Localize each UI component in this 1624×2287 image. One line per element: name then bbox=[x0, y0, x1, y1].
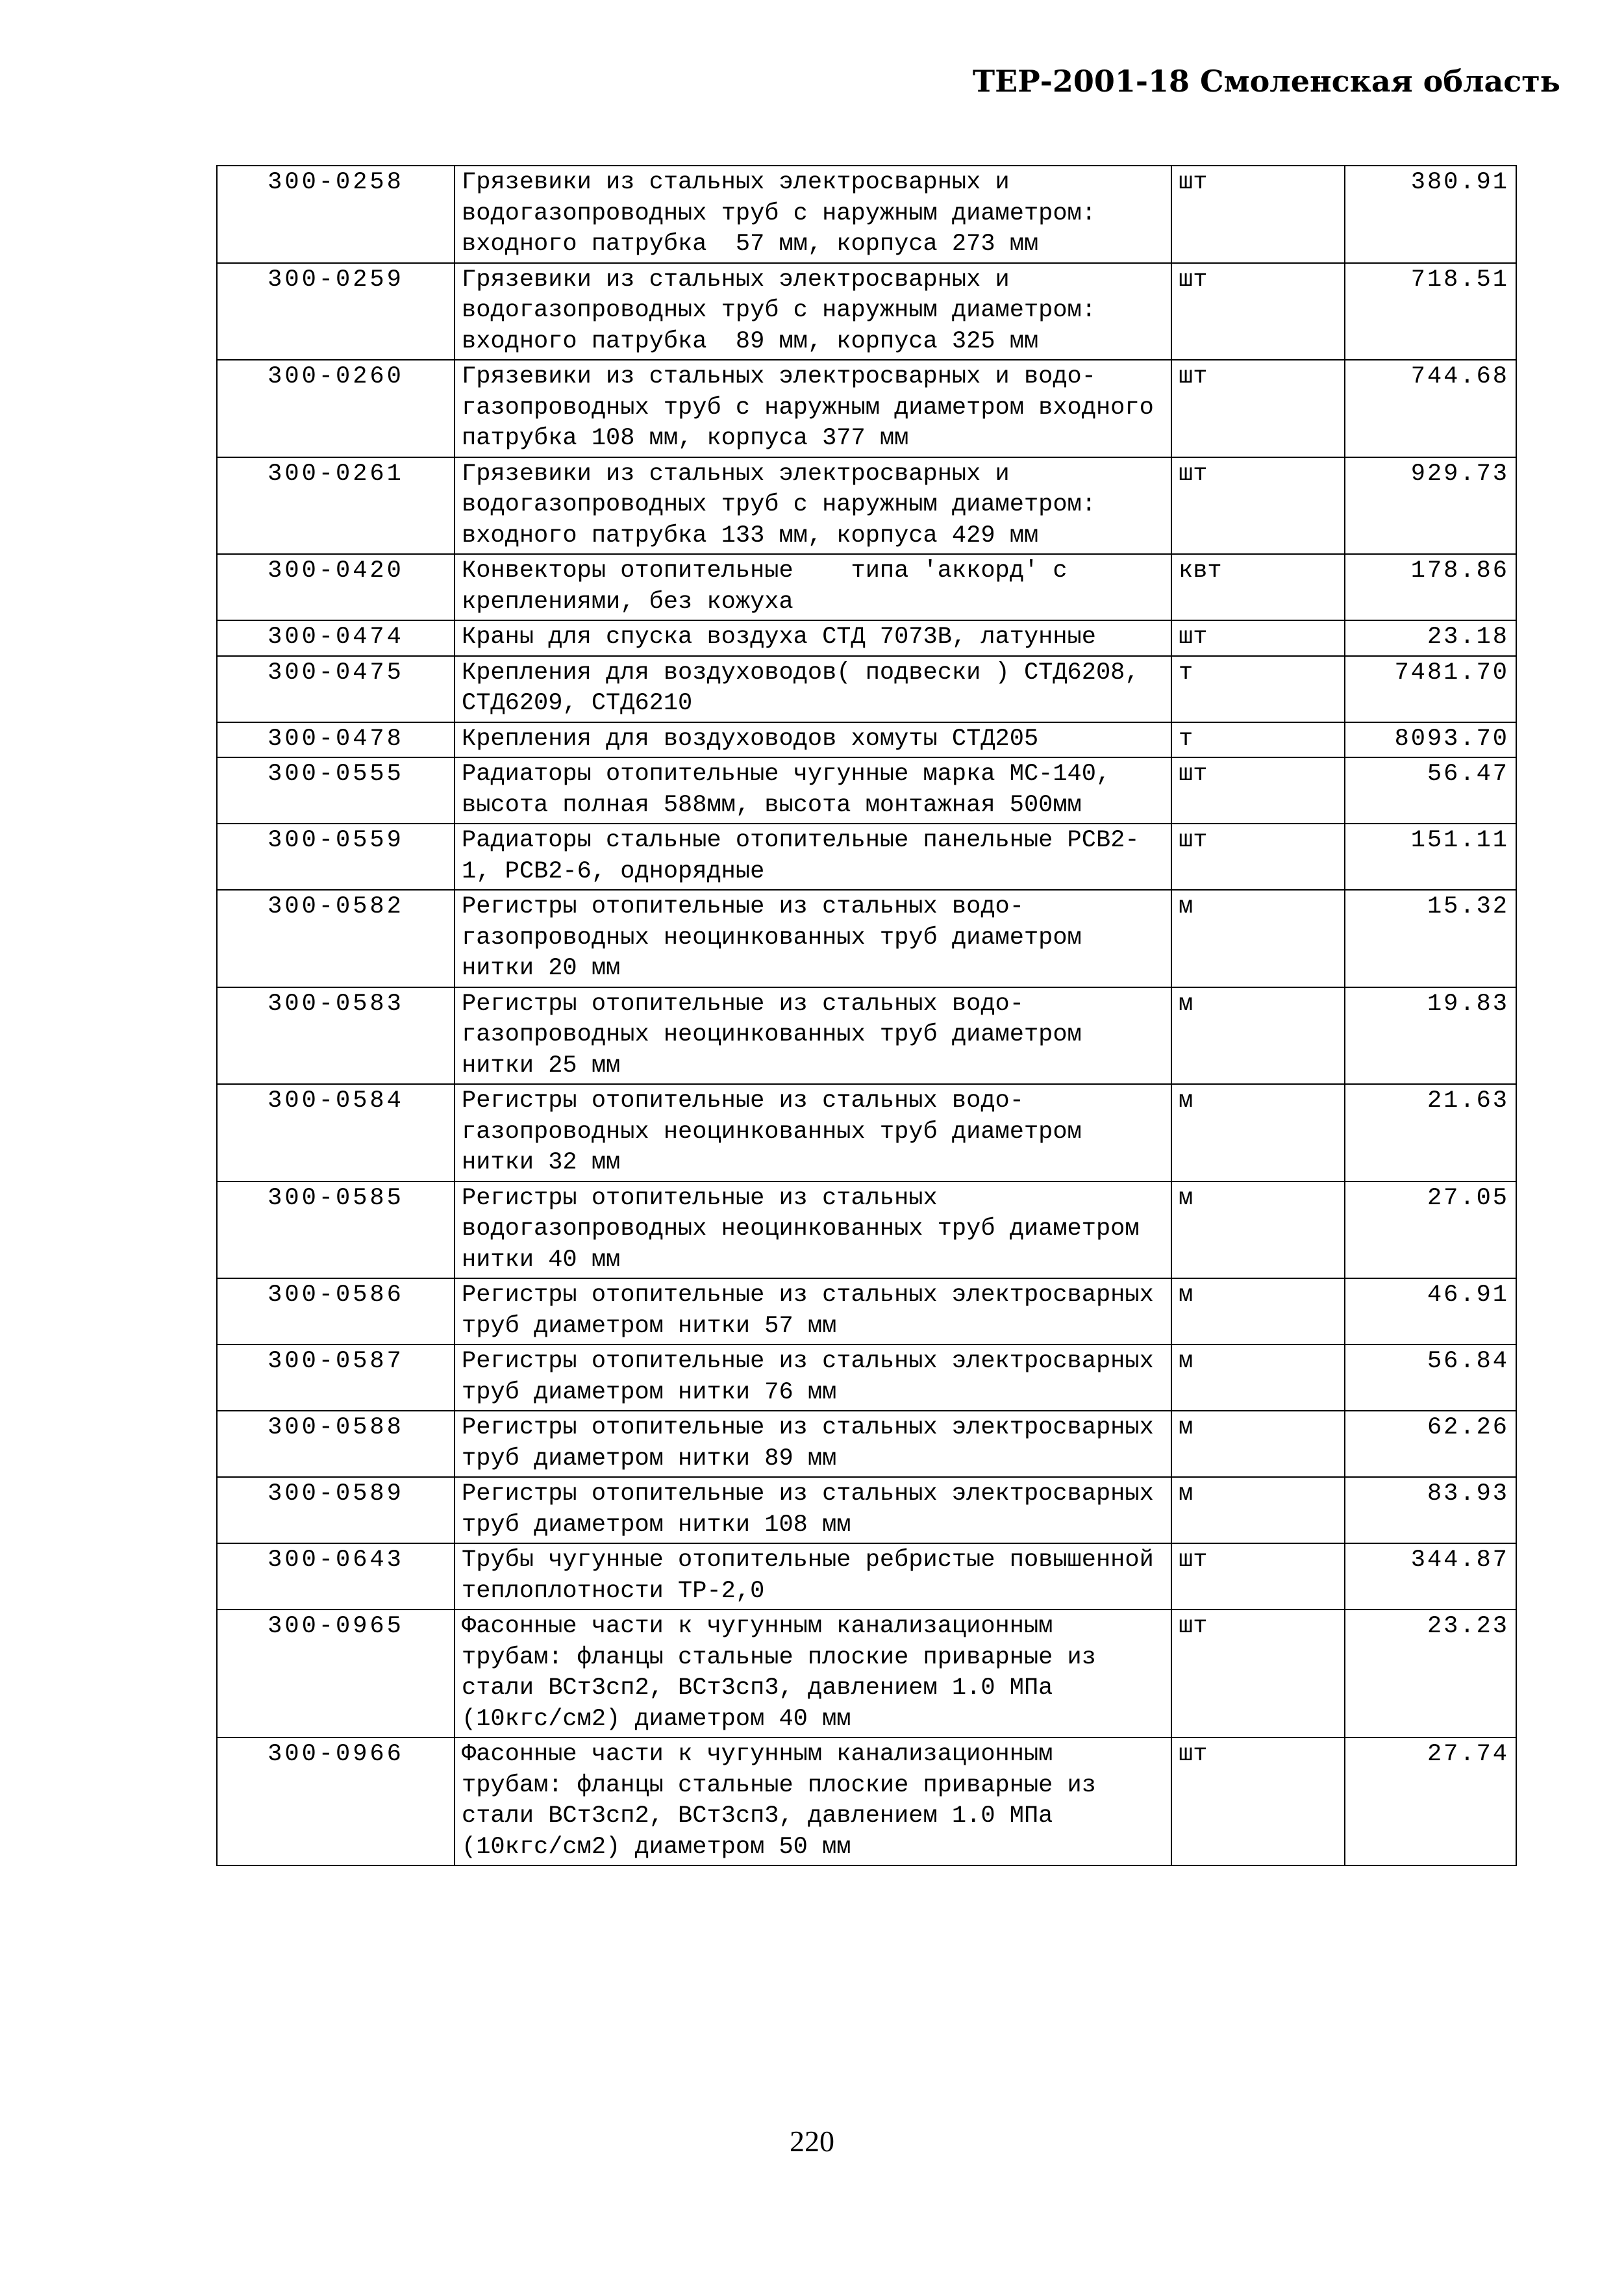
row-name: Грязевики из стальных электросварных и водо-газопроводных труб с наружным диаметром входного патрубка 108 мм, корпуса 377 мм bbox=[455, 360, 1171, 457]
row-price: 56.84 bbox=[1345, 1345, 1516, 1411]
table-row bbox=[217, 1278, 1516, 1345]
row-price: 8093.70 bbox=[1345, 722, 1516, 758]
row-name: Регистры отопительные из стальных водогазопроводных неоцинкованных труб диаметром нитки 40 мм bbox=[455, 1181, 1171, 1279]
table-row bbox=[217, 757, 1516, 824]
row-name: Фасонные части к чугунным канализационным трубам: фланцы стальные плоские приварные из стали ВСт3сп2, ВСт3сп3, давлением 1.0 МПа (10кгс/см2) диаметром 40 мм bbox=[455, 1610, 1171, 1737]
row-name: Грязевики из стальных электросварных и водогазопроводных труб с наружным диаметром: входного патрубка 57 мм, корпуса 273 мм bbox=[455, 166, 1171, 263]
row-name: Регистры отопительные из стальных электросварных труб диаметром нитки 76 мм bbox=[455, 1345, 1171, 1411]
row-name: Конвекторы отопительные типа 'аккорд' с креплениями, без кожуха bbox=[455, 554, 1171, 620]
table-row bbox=[217, 360, 1516, 457]
row-price: 718.51 bbox=[1345, 263, 1516, 360]
row-name: Фасонные части к чугунным канализационным трубам: фланцы стальные плоские приварные из стали ВСт3сп2, ВСт3сп3, давлением 1.0 МПа (10кгс/см2) диаметром 50 мм bbox=[455, 1737, 1171, 1865]
row-code: 300-0583 bbox=[217, 987, 455, 1085]
table-row bbox=[217, 263, 1516, 360]
row-code: 300-0966 bbox=[217, 1737, 455, 1865]
row-unit: м bbox=[1171, 1278, 1345, 1345]
row-code: 300-0585 bbox=[217, 1181, 455, 1279]
row-code: 300-0475 bbox=[217, 656, 455, 722]
row-price: 27.05 bbox=[1345, 1181, 1516, 1279]
row-price: 46.91 bbox=[1345, 1278, 1516, 1345]
row-unit: шт bbox=[1171, 1543, 1345, 1610]
row-name: Грязевики из стальных электросварных и водогазопроводных труб с наружным диаметром: входного патрубка 89 мм, корпуса 325 мм bbox=[455, 263, 1171, 360]
table-row bbox=[217, 1345, 1516, 1411]
row-name: Трубы чугунные отопительные ребристые повышенной теплоплотности ТР-2,0 bbox=[455, 1543, 1171, 1610]
row-unit: м bbox=[1171, 1345, 1345, 1411]
row-price: 929.73 bbox=[1345, 457, 1516, 555]
row-price: 344.87 bbox=[1345, 1543, 1516, 1610]
table-row bbox=[217, 166, 1516, 263]
row-name: Грязевики из стальных электросварных и водогазопроводных труб с наружным диаметром: входного патрубка 133 мм, корпуса 429 мм bbox=[455, 457, 1171, 555]
row-unit: м bbox=[1171, 1477, 1345, 1543]
table-row bbox=[217, 620, 1516, 656]
row-code: 300-0261 bbox=[217, 457, 455, 555]
row-name: Регистры отопительные из стальных водо-газопроводных неоцинкованных труб диаметром нитки 20 мм bbox=[455, 890, 1171, 987]
row-code: 300-0584 bbox=[217, 1084, 455, 1181]
table-row bbox=[217, 554, 1516, 620]
row-code: 300-0589 bbox=[217, 1477, 455, 1543]
page-number: 220 bbox=[790, 2125, 834, 2158]
row-price: 178.86 bbox=[1345, 554, 1516, 620]
row-name: Радиаторы стальные отопительные панельные РСВ2-1, РСВ2-6, однорядные bbox=[455, 824, 1171, 890]
row-unit: шт bbox=[1171, 1610, 1345, 1737]
row-price: 21.63 bbox=[1345, 1084, 1516, 1181]
row-unit: шт bbox=[1171, 1737, 1345, 1865]
row-unit: м bbox=[1171, 1411, 1345, 1477]
row-price: 62.26 bbox=[1345, 1411, 1516, 1477]
row-unit: шт bbox=[1171, 166, 1345, 263]
table-row bbox=[217, 890, 1516, 987]
table-row bbox=[217, 1737, 1516, 1865]
row-unit: м bbox=[1171, 1181, 1345, 1279]
row-name: Регистры отопительные из стальных электросварных труб диаметром нитки 57 мм bbox=[455, 1278, 1171, 1345]
row-price: 27.74 bbox=[1345, 1737, 1516, 1865]
row-code: 300-0474 bbox=[217, 620, 455, 656]
row-code: 300-0260 bbox=[217, 360, 455, 457]
row-name: Регистры отопительные из стальных водо-газопроводных неоцинкованных труб диаметром нитки 32 мм bbox=[455, 1084, 1171, 1181]
row-code: 300-0643 bbox=[217, 1543, 455, 1610]
row-code: 300-0559 bbox=[217, 824, 455, 890]
row-code: 300-0259 bbox=[217, 263, 455, 360]
row-code: 300-0555 bbox=[217, 757, 455, 824]
row-name: Регистры отопительные из стальных водо-газопроводных неоцинкованных труб диаметром нитки 25 мм bbox=[455, 987, 1171, 1085]
table-row bbox=[217, 722, 1516, 758]
row-price: 151.11 bbox=[1345, 824, 1516, 890]
row-code: 300-0420 bbox=[217, 554, 455, 620]
row-code: 300-0965 bbox=[217, 1610, 455, 1737]
row-unit: шт bbox=[1171, 824, 1345, 890]
row-price: 7481.70 bbox=[1345, 656, 1516, 722]
row-price: 23.23 bbox=[1345, 1610, 1516, 1737]
row-name: Радиаторы отопительные чугунные марка МС-140, высота полная 588мм, высота монтажная 500мм bbox=[455, 757, 1171, 824]
row-unit: шт bbox=[1171, 620, 1345, 656]
table-row bbox=[217, 1543, 1516, 1610]
table-row bbox=[217, 1610, 1516, 1737]
table-row bbox=[217, 987, 1516, 1085]
row-code: 300-0588 bbox=[217, 1411, 455, 1477]
row-name: Краны для спуска воздуха СТД 7073В, латунные bbox=[455, 620, 1171, 656]
row-unit: м bbox=[1171, 987, 1345, 1085]
row-price: 744.68 bbox=[1345, 360, 1516, 457]
row-unit: шт bbox=[1171, 457, 1345, 555]
table-row bbox=[217, 1411, 1516, 1477]
row-name: Регистры отопительные из стальных электросварных труб диаметром нитки 89 мм bbox=[455, 1411, 1171, 1477]
row-unit: шт bbox=[1171, 263, 1345, 360]
row-unit: м bbox=[1171, 890, 1345, 987]
row-unit: т bbox=[1171, 722, 1345, 758]
row-name: Крепления для воздуховодов хомуты СТД205 bbox=[455, 722, 1171, 758]
row-price: 19.83 bbox=[1345, 987, 1516, 1085]
table-row bbox=[217, 1084, 1516, 1181]
row-unit: т bbox=[1171, 656, 1345, 722]
table-row bbox=[217, 656, 1516, 722]
row-price: 23.18 bbox=[1345, 620, 1516, 656]
row-price: 56.47 bbox=[1345, 757, 1516, 824]
row-code: 300-0582 bbox=[217, 890, 455, 987]
table-row bbox=[217, 1181, 1516, 1279]
table-row bbox=[217, 824, 1516, 890]
row-code: 300-0258 bbox=[217, 166, 455, 263]
row-unit: шт bbox=[1171, 757, 1345, 824]
row-code: 300-0478 bbox=[217, 722, 455, 758]
row-unit: шт bbox=[1171, 360, 1345, 457]
row-unit: м bbox=[1171, 1084, 1345, 1181]
document-header: ТЕР-2001-18 Смоленская область bbox=[972, 64, 1560, 99]
row-code: 300-0586 bbox=[217, 1278, 455, 1345]
row-price: 380.91 bbox=[1345, 166, 1516, 263]
table-row bbox=[217, 457, 1516, 555]
row-price: 83.93 bbox=[1345, 1477, 1516, 1543]
price-table bbox=[216, 165, 1517, 1866]
row-name: Регистры отопительные из стальных электросварных труб диаметром нитки 108 мм bbox=[455, 1477, 1171, 1543]
table-row bbox=[217, 1477, 1516, 1543]
price-table-body bbox=[217, 166, 1516, 1865]
row-price: 15.32 bbox=[1345, 890, 1516, 987]
row-name: Крепления для воздуховодов( подвески ) СТД6208, СТД6209, СТД6210 bbox=[455, 656, 1171, 722]
row-code: 300-0587 bbox=[217, 1345, 455, 1411]
row-unit: квт bbox=[1171, 554, 1345, 620]
